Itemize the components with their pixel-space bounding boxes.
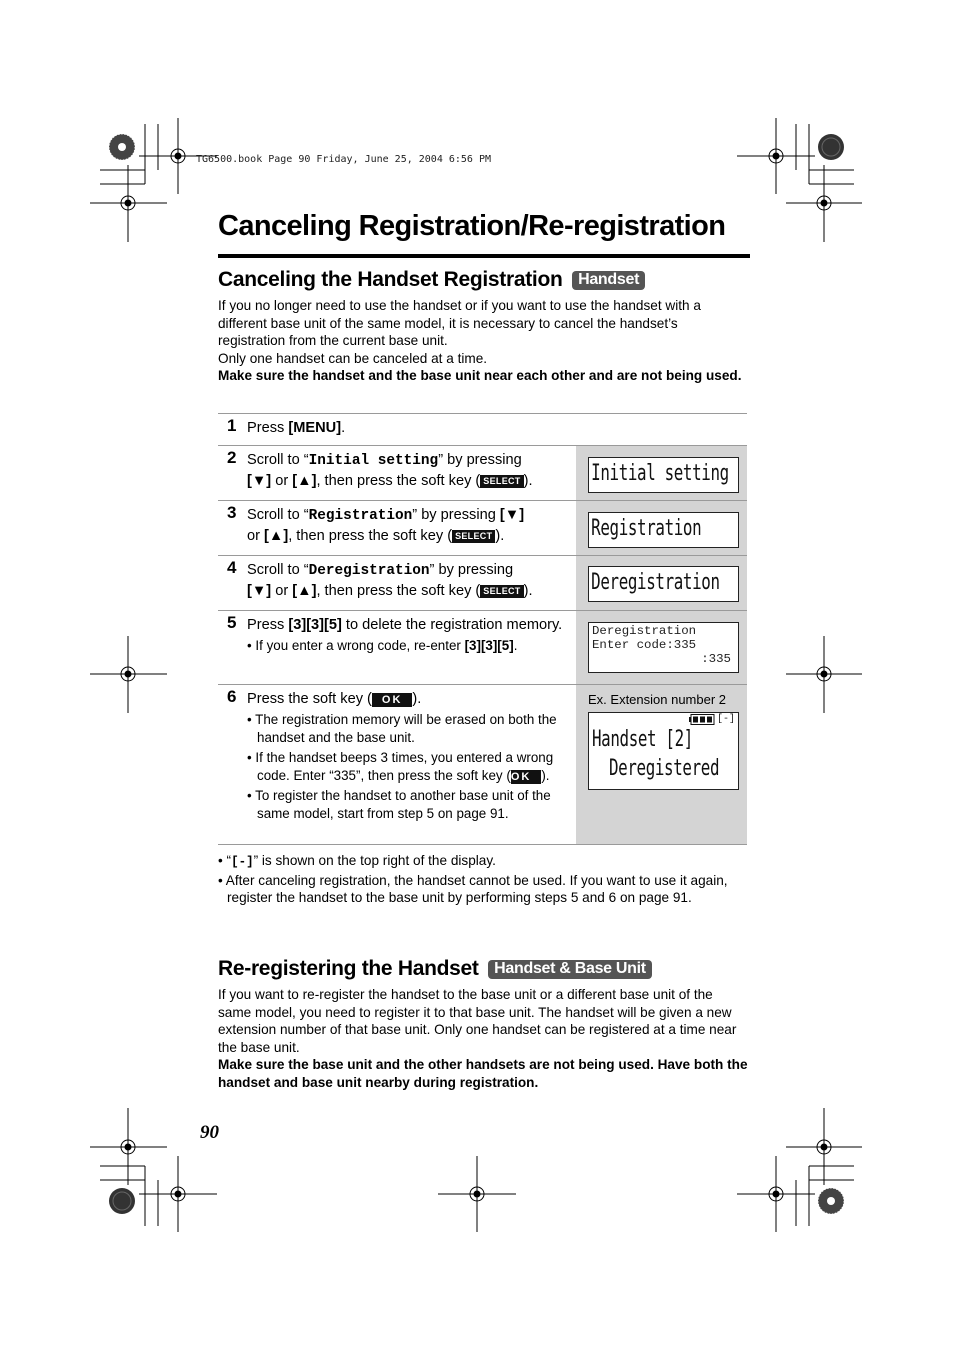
select-key-icon: SELECT — [480, 585, 523, 598]
step-number: 6 — [227, 687, 237, 706]
page-number: 90 — [200, 1122, 219, 1143]
lcd-text: Initial setting — [591, 461, 729, 486]
step-number: 4 — [227, 558, 237, 577]
step-number: 5 — [227, 613, 237, 632]
step-2 — [218, 445, 747, 500]
lcd-display — [588, 457, 739, 493]
section-intro — [218, 986, 748, 1092]
select-key-icon: SELECT — [452, 530, 495, 543]
handset-tag: Handset — [572, 271, 645, 290]
step-number: 2 — [227, 448, 237, 467]
step-note: • The registration memory will be erased on both the handset and the base unit. — [247, 712, 557, 745]
page-title: Canceling Registration/Re-registration — [218, 210, 726, 242]
ok-key-icon: OK — [511, 770, 542, 784]
handset-base-unit-tag: Handset & Base Unit — [488, 960, 652, 979]
ok-key-icon: OK — [372, 693, 413, 707]
step-text: Scroll to “Initial setting” by pressing [▼] or [▲], then press the soft key ( SELECT ). — [247, 452, 533, 489]
step-note: • If you enter a wrong code, re-enter [3][3][5]. — [247, 638, 518, 653]
section-heading-text: Re-registering the Handset — [218, 957, 479, 980]
step-number: 1 — [227, 416, 237, 435]
step-5 — [218, 610, 747, 684]
step-text: Press [3][3][5] to delete the registration memory. — [247, 617, 563, 633]
section-heading-cancel — [218, 268, 645, 292]
intro-note: Only one handset can be canceled at a time. — [218, 350, 488, 366]
lcd-line-2: Enter code:335 — [592, 638, 697, 652]
lcd-line-3: :335 — [701, 652, 731, 666]
step-text: Scroll to “Registration” by pressing [▼] or [▲], then press the soft key ( SELECT ). — [247, 507, 525, 544]
example-caption: Ex. Extension number 2 — [588, 692, 727, 707]
step-note: • To register the handset to another base unit of the same model, start from step 5 on page 91. — [247, 788, 551, 821]
lcd-display — [588, 622, 739, 673]
step-6 — [218, 684, 747, 845]
step-text: Press [MENU]. — [247, 420, 346, 436]
title-rule — [218, 254, 750, 258]
lcd-line-1: Deregistration — [592, 624, 697, 638]
section-heading-reregister — [218, 957, 652, 981]
lcd-display — [588, 512, 739, 548]
lcd-display — [588, 712, 739, 790]
book-header-line: TG6500.book Page 90 Friday, June 25, 2004 6:56 PM — [196, 154, 492, 165]
note-item: • After canceling registration, the handset cannot be used. If you want to use it again, register the handset to the base unit by performing steps 5 and 6 on page 91. — [218, 872, 728, 906]
display-panel — [576, 611, 747, 684]
select-key-icon: SELECT — [480, 475, 523, 488]
lcd-line-1: Handset [2] — [592, 727, 693, 752]
step-1 — [218, 413, 747, 445]
lcd-display — [588, 566, 739, 602]
intro-warning: Make sure the handset and the base unit near each other and are not being used. — [218, 368, 742, 384]
section-heading-text: Canceling the Handset Registration — [218, 268, 563, 291]
lcd-text: Registration — [591, 516, 702, 541]
battery-icon — [689, 714, 715, 725]
display-panel — [576, 446, 747, 500]
note-item: • “[-]” is shown on the top right of the display. — [218, 853, 496, 869]
lcd-line-2: Deregistered — [609, 756, 720, 781]
section-intro — [218, 297, 748, 385]
display-panel — [576, 685, 747, 844]
lcd-status-row — [689, 714, 735, 725]
step-note: • If the handset beeps 3 times, you entered a wrong code. Enter “335”, then press the soft key (OK ). — [247, 750, 554, 783]
step-text: Scroll to “Deregistration” by pressing [▼] or [▲], then press the soft key ( SELECT ). — [247, 562, 533, 599]
intro-warning: Make sure the base unit and the other handsets are not being used. Have both the handset and base unit nearby during registration. — [218, 1057, 748, 1090]
intro-paragraph: If you want to re-register the handset to the base unit or a different base unit of the same model, you need to register it to that base unit. The handset will be given a new extension number of that base unit. Only one handset can be registered at a time near the base unit. — [218, 987, 737, 1055]
intro-paragraph: If you no longer need to use the handset or if you want to use the handset with a different base unit of the same model, it is necessary to cancel the handset’s registration from the current base unit. — [218, 298, 701, 349]
after-notes — [218, 852, 728, 907]
lcd-text: Deregistration — [591, 570, 720, 595]
display-panel — [576, 556, 747, 610]
step-4 — [218, 555, 747, 610]
steps-table — [218, 413, 747, 845]
display-panel — [576, 501, 747, 555]
step-text: Press the soft key ( OK ). — [247, 691, 422, 707]
lcd-status: [-] — [716, 714, 735, 725]
step-3 — [218, 500, 747, 555]
step-number: 3 — [227, 503, 237, 522]
